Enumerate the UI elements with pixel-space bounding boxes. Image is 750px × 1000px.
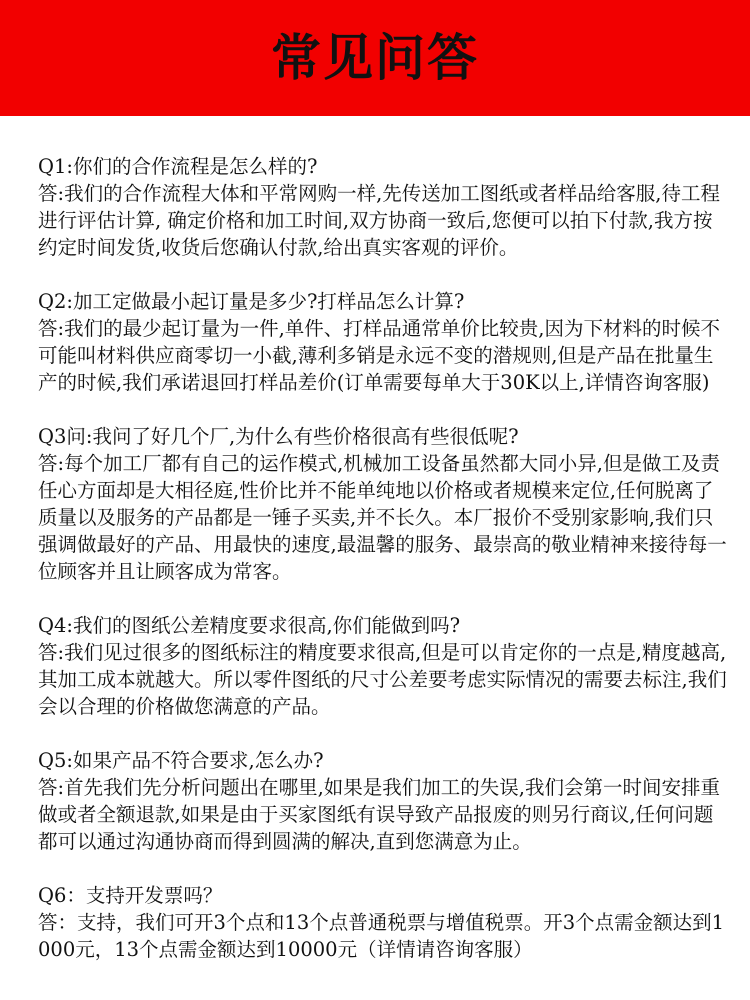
faq-item-q5 — [38, 747, 728, 855]
faq-question: Q4:我们的图纸公差精度要求很高,你们能做到吗? — [38, 614, 461, 637]
faq-answer: 答:我们的最少起订量为一件,单件、打样品通常单价比较贵,因为下材料的时候不可能叫材料供应商零切一小截,薄利多销是永远不变的潜规则,但是产品在批量生产的时候,我们承诺退回打样品差价(订单需要每单大于30K以上,详情咨询客服) — [38, 317, 720, 394]
faq-answer: 答：支持，我们可开3个点和13个点普通税票与增值税票。开3个点需金额达到1000元，13个点需金额达到10000元（详情请咨询客服） — [38, 911, 725, 961]
faq-answer: 答:我们见过很多的图纸标注的精度要求很高,但是可以肯定你的一点是,精度越高,其加工成本就越大。所以零件图纸的尺寸公差要考虑实际情况的需要去标注,我们会以合理的价格做您满意的产品。 — [38, 641, 727, 718]
faq-item-q6 — [38, 882, 728, 963]
faq-item-q4 — [38, 612, 728, 720]
faq-question: Q6：支持开发票吗？ — [38, 884, 223, 907]
faq-list — [38, 153, 728, 990]
faq-answer: 答:我们的合作流程大体和平常网购一样,先传送加工图纸或者样品给客服,待工程进行评估计算, 确定价格和加工时间,双方协商一致后,您便可以拍下付款,我方按约定时间发货,收货后您确认付款,给出真实客观的评价。 — [38, 182, 720, 259]
faq-question: Q2:加工定做最小起订量是多少?打样品怎么计算? — [38, 290, 465, 313]
faq-item-q2 — [38, 288, 728, 396]
header-banner — [0, 0, 750, 116]
faq-question: Q3问:我问了好几个厂,为什么有些价格很高有些很低呢? — [38, 425, 519, 448]
page-title: 常见问答 — [271, 29, 479, 87]
faq-question: Q1:你们的合作流程是怎么样的? — [38, 155, 318, 178]
faq-answer: 答:每个加工厂都有自己的运作模式,机械加工设备虽然都大同小异,但是做工及责任心方面却是大相径庭,性价比并不能单纯地以价格或者规模来定位,任何脱离了质量以及服务的产品都是一锤子买卖,并不长久。本厂报价不受别家影响,我们只强调做最好的产品、用最快的速度,最温馨的服务、最崇高的敬业精神来接待每一位顾客并且让顾客成为常客。 — [38, 452, 727, 583]
faq-item-q3 — [38, 423, 728, 585]
faq-answer: 答:首先我们先分析问题出在哪里,如果是我们加工的失误,我们会第一时间安排重做或者全额退款,如果是由于买家图纸有误导致产品报废的则另行商议,任何问题都可以通过沟通协商而得到圆满的解决,直到您满意为止。 — [38, 776, 720, 853]
faq-question: Q5:如果产品不符合要求,怎么办? — [38, 749, 324, 772]
faq-item-q1 — [38, 153, 728, 261]
